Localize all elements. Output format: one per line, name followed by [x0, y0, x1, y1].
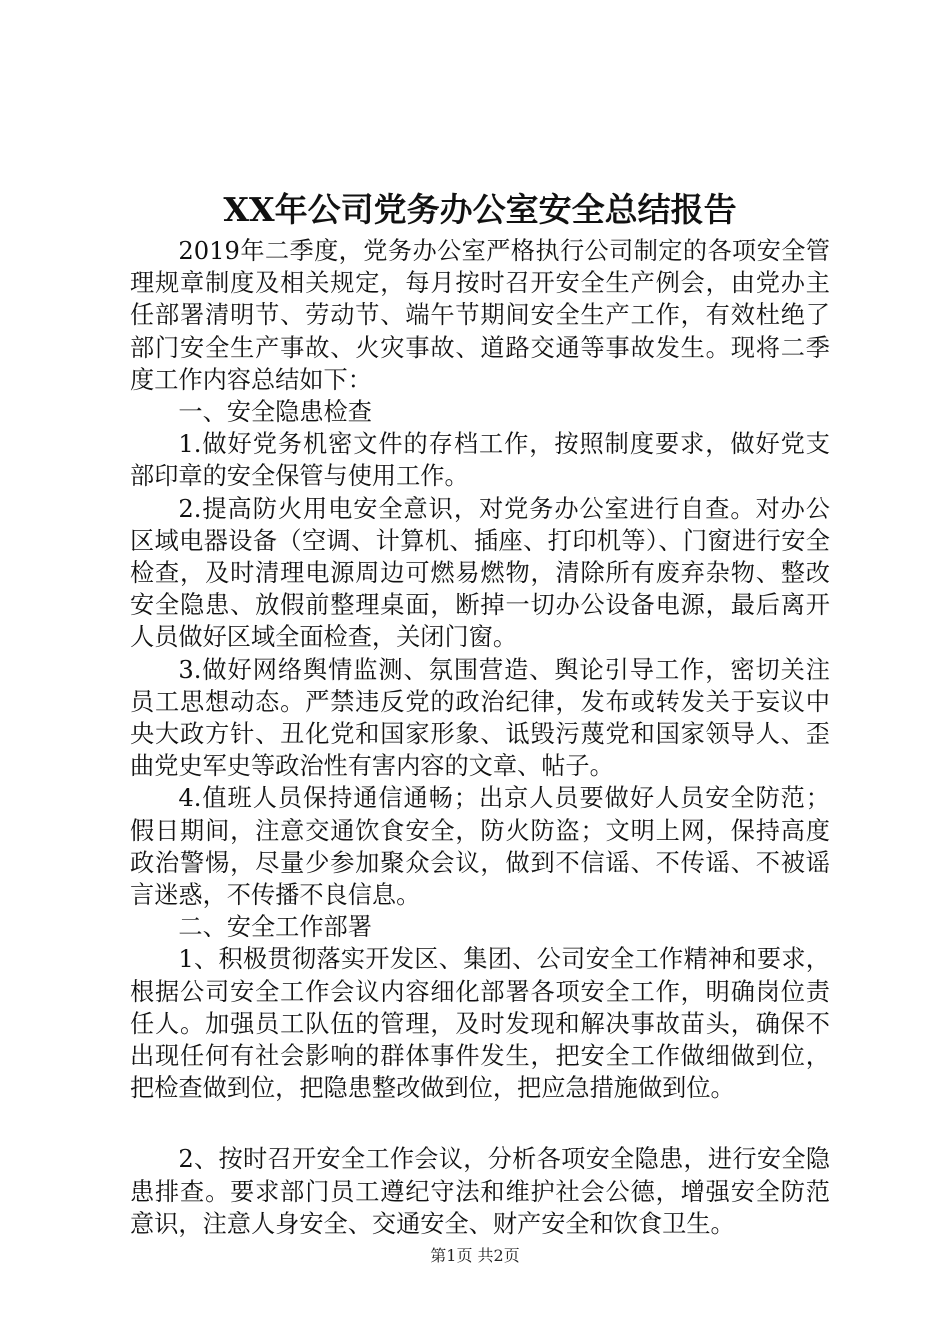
- paragraph-deployment-2: 2、按时召开安全工作会议，分析各项安全隐患，进行安全隐患排查。要求部门员工遵纪守法和维护社会公德，增强安全防范意识，注意人身安全、交通安全、财产安全和饮食卫生。: [130, 1145, 830, 1238]
- paragraph-item-2: 2.提高防火用电安全意识，对党务办公室进行自查。对办公区域电器设备（空调、计算机、插座、打印机等）、门窗进行安全检查，及时清理电源周边可燃易燃物，清除所有废弃杂物、整改安全隐患、放假前整理桌面，断掉一切办公设备电源，最后离开人员做好区域全面检查，关闭门窗。: [130, 494, 830, 652]
- paragraph-item-4: 4.值班人员保持通信通畅；出京人员要做好人员安全防范；假日期间，注意交通饮食安全，防火防盗；文明上网，保持高度政治警惕，尽量少参加聚众会议，做到不信谣、不传谣、不被谣言迷惑，不传播不良信息。: [130, 784, 830, 910]
- intro-paragraph: 2019年二季度，党务办公室严格执行公司制定的各项安全管理规章制度及相关规定，每月按时召开安全生产例会，由党办主任部署清明节、劳动节、端午节期间安全生产工作，有效杜绝了部门安全生产事故、火灾事故、道路交通等事故发生。现将二季度工作内容总结如下：: [130, 237, 830, 394]
- paragraph-item-3: 3.做好网络舆情监测、氛围营造、舆论引导工作，密切关注员工思想动态。严禁违反党的政治纪律，发布或转发关于妄议中央大政方针、丑化党和国家形象、诋毁污蔑党和国家领导人、歪曲党史军史等政治性有害内容的文章、帖子。: [130, 655, 830, 781]
- document-body: [130, 235, 830, 1240]
- paragraph-spacer: [130, 1104, 830, 1143]
- section-heading-hazard-inspection: 一、安全隐患检查: [178, 398, 372, 427]
- document-title: XX年公司党务办公室安全总结报告: [223, 190, 737, 229]
- paragraph-item-1: 1.做好党务机密文件的存档工作，按照制度要求，做好党支部印章的安全保管与使用工作。: [130, 430, 830, 491]
- section-heading-safety-deployment: 二、安全工作部署: [178, 913, 372, 942]
- paragraph-deployment-1: 1、积极贯彻落实开发区、集团、公司安全工作精神和要求，根据公司安全工作会议内容细化部署各项安全工作，明确岗位责任人。加强员工队伍的管理，及时发现和解决事故苗头，确保不出现任何有社会影响的群体事件发生，把安全工作做细做到位，把检查做到位，把隐患整改做到位，把应急措施做到位。: [130, 945, 830, 1103]
- page-number-footer: 第1页 共2页: [430, 1246, 520, 1265]
